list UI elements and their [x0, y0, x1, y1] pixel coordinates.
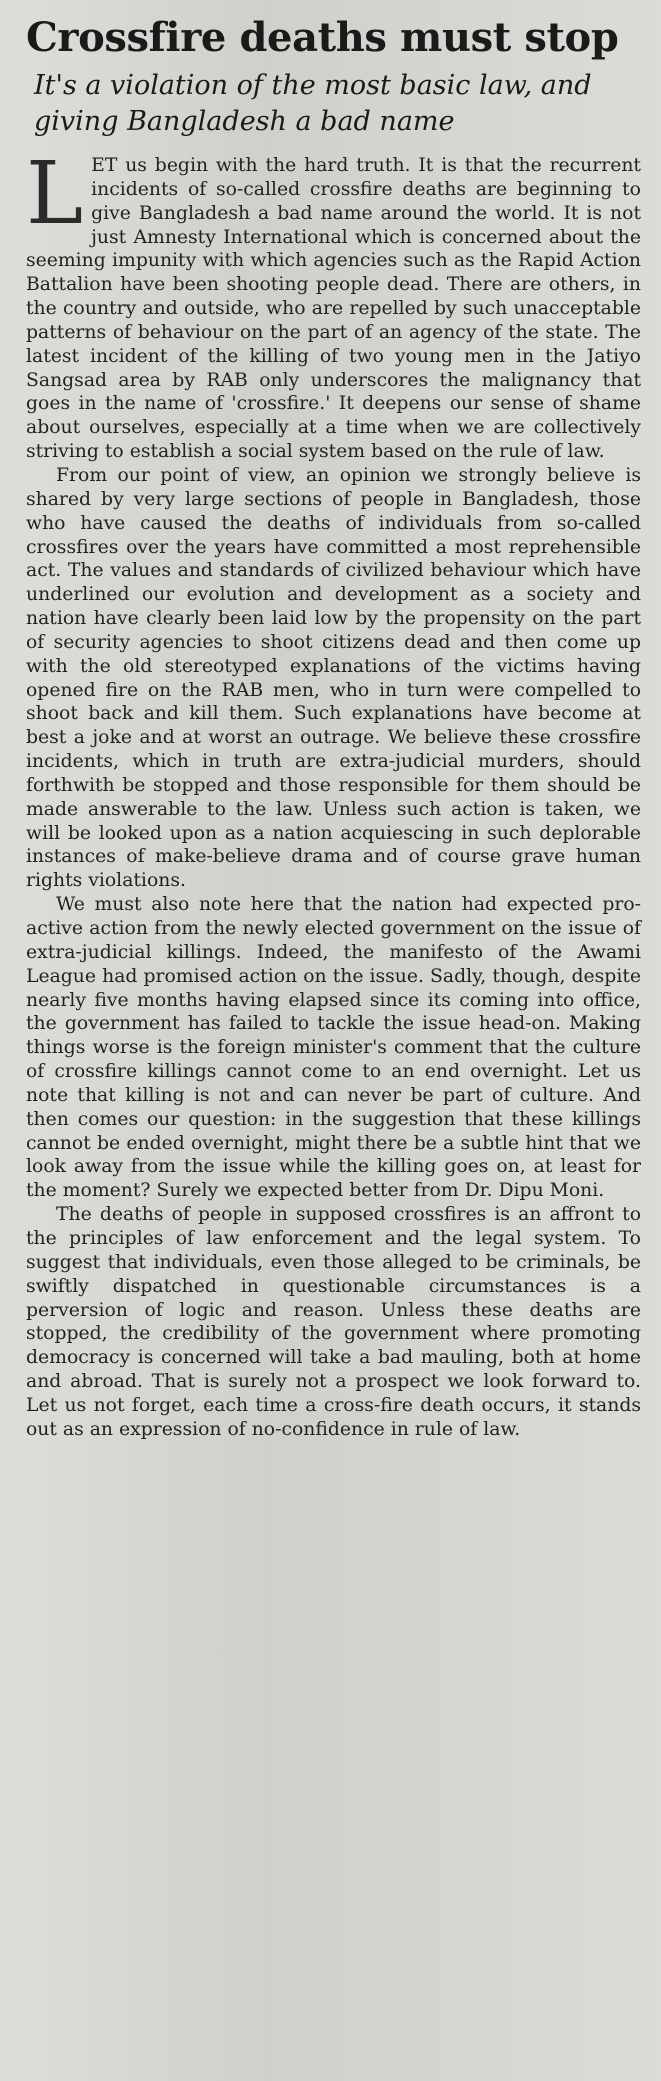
paragraph-1-text: ET us begin with the hard truth. It is that the recurrent incidents of so-called crossfire deaths are beginning to give Bangladesh a bad name around the world. It is not just Amnesty International which is concerned about the seeming impunity with which agencies such as the Rapid Action Battalion have been shooting people dead. There are others, in the country and outside, who are repelled by such unacceptable patterns of behaviour on the part of an agency of the state. The latest incident of the killing of two young men in the Jatiyo Sangsad area by RAB only underscores the malignancy that goes in the name of 'crossfire.' It deepens our sense of shame about ourselves, especially at a time when we are collectively striving to establish a social system based on the rule of law.	[26, 155, 641, 463]
editorial-subhead: It's a violation of the most basic law, and giving Bangladesh a bad name	[34, 70, 592, 137]
editorial-body	[26, 144, 641, 1442]
drop-cap-letter: L	[26, 144, 84, 244]
editorial-paragraph-3: We must also note here that the nation had expected pro-active action from the newly elected government on the issue of extra-judicial killings. Indeed, the manifesto of the Awami League had promised action on the issue. Sadly, though, despite nearly five months having elapsed since its coming into office, the government has failed to tackle the issue head-on. Making things worse is the foreign minister's comment that the culture of crossfire killings cannot come to an end overnight. Let us note that killing is not and can never be part of culture. And then comes our question: in the suggestion that these killings cannot be ended overnight, might there be a subtle hint that we look away from the issue while the killing goes on, at least for the moment? Surely we expected better from Dr. Dipu Moni.	[26, 894, 641, 1202]
editorial-paragraph-4: The deaths of people in supposed crossfires is an affront to the principles of law enforcement and the legal system. To suggest that individuals, even those alleged to be criminals, be swiftly dispatched in questionable circumstances is a perversion of logic and reason. Unless these deaths are stopped, the credibility of the government where promoting democracy is concerned will take a bad mauling, both at home and abroad. That is surely not a prospect we look forward to. Let us not forget, each time a cross-fire death occurs, it stands out as an expression of no-confidence in rule of law.	[26, 1204, 641, 1440]
editorial-headline: Crossfire deaths must stop	[26, 14, 619, 61]
editorial-paragraph-1	[26, 144, 641, 464]
editorial-paragraph-2: From our point of view, an opinion we strongly believe is shared by very large sections of people in Bangladesh, those who have caused the deaths of individuals from so-called crossfires over the years have committed a most reprehensible act. The values and standards of civilized behaviour which have underlined our evolution and development as a society and nation have clearly been laid low by the propensity on the part of security agencies to shoot citizens dead and then come up with the old stereotyped explanations of the victims having opened fire on the RAB men, who in turn were compelled to shoot back and kill them. Such explanations have become at best a joke and at worst an outrage. We believe these crossfire incidents, which in truth are extra-judicial murders, should forthwith be stopped and those responsible for them should be made answerable to the law. Unless such action is taken, we will be looked upon as a nation acquiescing in such deplorable instances of make-believe drama and of course grave human rights violations.	[26, 464, 641, 892]
